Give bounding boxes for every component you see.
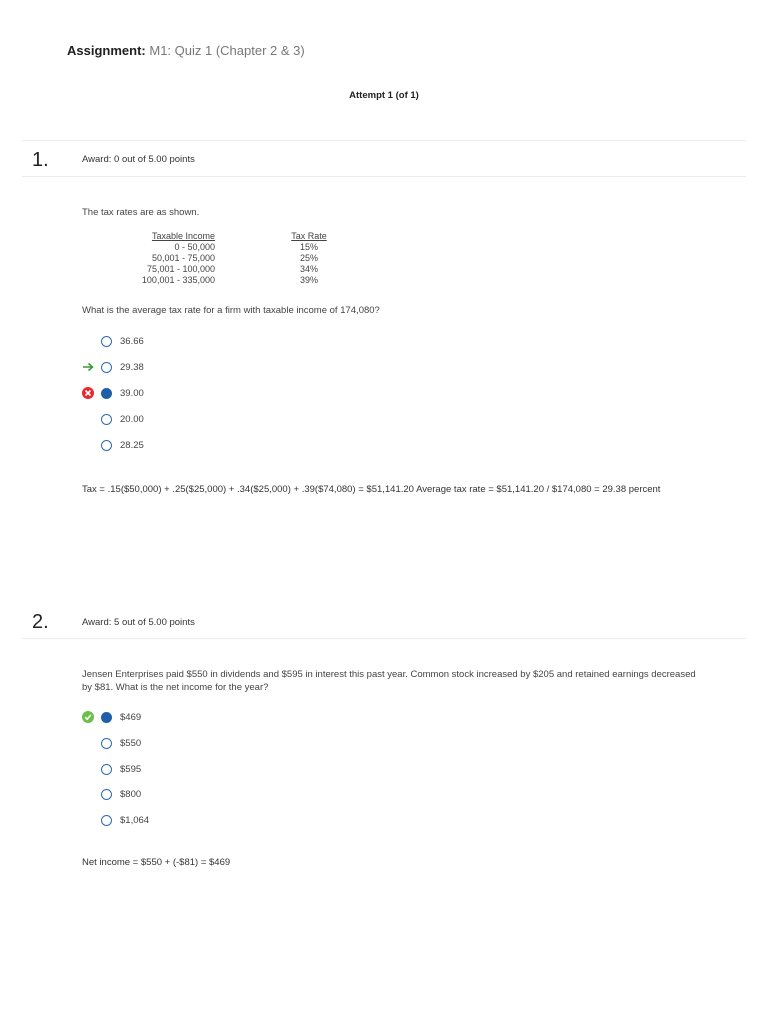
incorrect-x-icon xyxy=(82,387,94,399)
answer-option[interactable] xyxy=(101,736,141,750)
question-prompt-line-1: Jensen Enterprises paid $550 in dividends and $595 in interest this past year. Common stock increased by $205 and retained earnings decreased xyxy=(82,669,696,680)
answer-explanation: Tax = .15($50,000) + .25($25,000) + .34($25,000) + .39($74,080) = $51,141.20 Average tax rate = $51,141.20 / $174,080 = 29.38 percent xyxy=(82,484,661,495)
table-row xyxy=(132,253,363,264)
question-number: 2. xyxy=(32,611,49,633)
radio-button[interactable] xyxy=(101,362,112,373)
table-row xyxy=(132,264,363,275)
answer-option[interactable] xyxy=(101,386,144,400)
arrow-right-icon xyxy=(83,361,95,373)
award-text: Award: 0 out of 5.00 points xyxy=(82,154,195,165)
divider xyxy=(22,140,746,141)
table-cell: 39% xyxy=(299,275,318,285)
attempt-counter: Attempt 1 (of 1) xyxy=(349,90,419,101)
radio-button-selected[interactable] xyxy=(101,388,112,399)
radio-button[interactable] xyxy=(101,764,112,775)
answer-option[interactable] xyxy=(101,762,141,776)
answer-option[interactable] xyxy=(101,334,144,348)
option-label: 28.25 xyxy=(120,439,144,451)
answer-explanation: Net income = $550 + (-$81) = $469 xyxy=(82,857,231,868)
table-cell: 15% xyxy=(299,242,318,252)
table-header: Taxable Income xyxy=(151,231,215,241)
radio-button[interactable] xyxy=(101,789,112,800)
radio-button[interactable] xyxy=(101,336,112,347)
option-label: $469 xyxy=(120,711,142,723)
question-number: 1. xyxy=(32,149,49,171)
table-cell: 25% xyxy=(299,253,318,263)
assignment-label: Assignment: xyxy=(67,43,146,58)
award-text: Award: 5 out of 5.00 points xyxy=(82,617,195,628)
checkmark-icon xyxy=(82,711,94,723)
radio-button[interactable] xyxy=(101,440,112,451)
answer-option[interactable] xyxy=(101,710,141,724)
option-label: $1,064 xyxy=(120,814,150,826)
radio-button-selected[interactable] xyxy=(101,712,112,723)
radio-button[interactable] xyxy=(101,738,112,749)
radio-button[interactable] xyxy=(101,815,112,826)
answer-option[interactable] xyxy=(101,787,141,801)
option-label: 20.00 xyxy=(120,413,144,425)
tax-rate-table xyxy=(132,231,363,286)
option-label: 39.00 xyxy=(120,387,144,399)
question-intro: The tax rates are as shown. xyxy=(82,207,200,218)
option-label: $800 xyxy=(120,788,142,800)
divider xyxy=(22,638,746,639)
divider xyxy=(22,176,746,177)
option-label: $550 xyxy=(120,737,142,749)
table-header: Tax Rate xyxy=(291,231,327,241)
table-row xyxy=(132,275,363,286)
answer-option[interactable] xyxy=(101,412,144,426)
assignment-title: M1: Quiz 1 (Chapter 2 & 3) xyxy=(149,43,305,58)
answer-option[interactable] xyxy=(101,813,149,827)
table-cell: 34% xyxy=(299,264,318,274)
assignment-header xyxy=(67,43,305,58)
option-label: 29.38 xyxy=(120,361,144,373)
question-prompt-line-2: by $81. What is the net income for the year? xyxy=(82,682,269,693)
radio-button[interactable] xyxy=(101,414,112,425)
table-cell: 0 - 50,000 xyxy=(174,242,215,252)
table-row xyxy=(132,242,363,253)
option-label: 36.66 xyxy=(120,335,144,347)
answer-option[interactable] xyxy=(101,438,144,452)
table-cell: 50,001 - 75,000 xyxy=(151,253,215,263)
question-prompt: What is the average tax rate for a firm with taxable income of 174,080? xyxy=(82,305,380,316)
table-cell: 100,001 - 335,000 xyxy=(141,275,215,285)
option-label: $595 xyxy=(120,763,142,775)
table-cell: 75,001 - 100,000 xyxy=(146,264,215,274)
answer-option[interactable] xyxy=(101,360,144,374)
